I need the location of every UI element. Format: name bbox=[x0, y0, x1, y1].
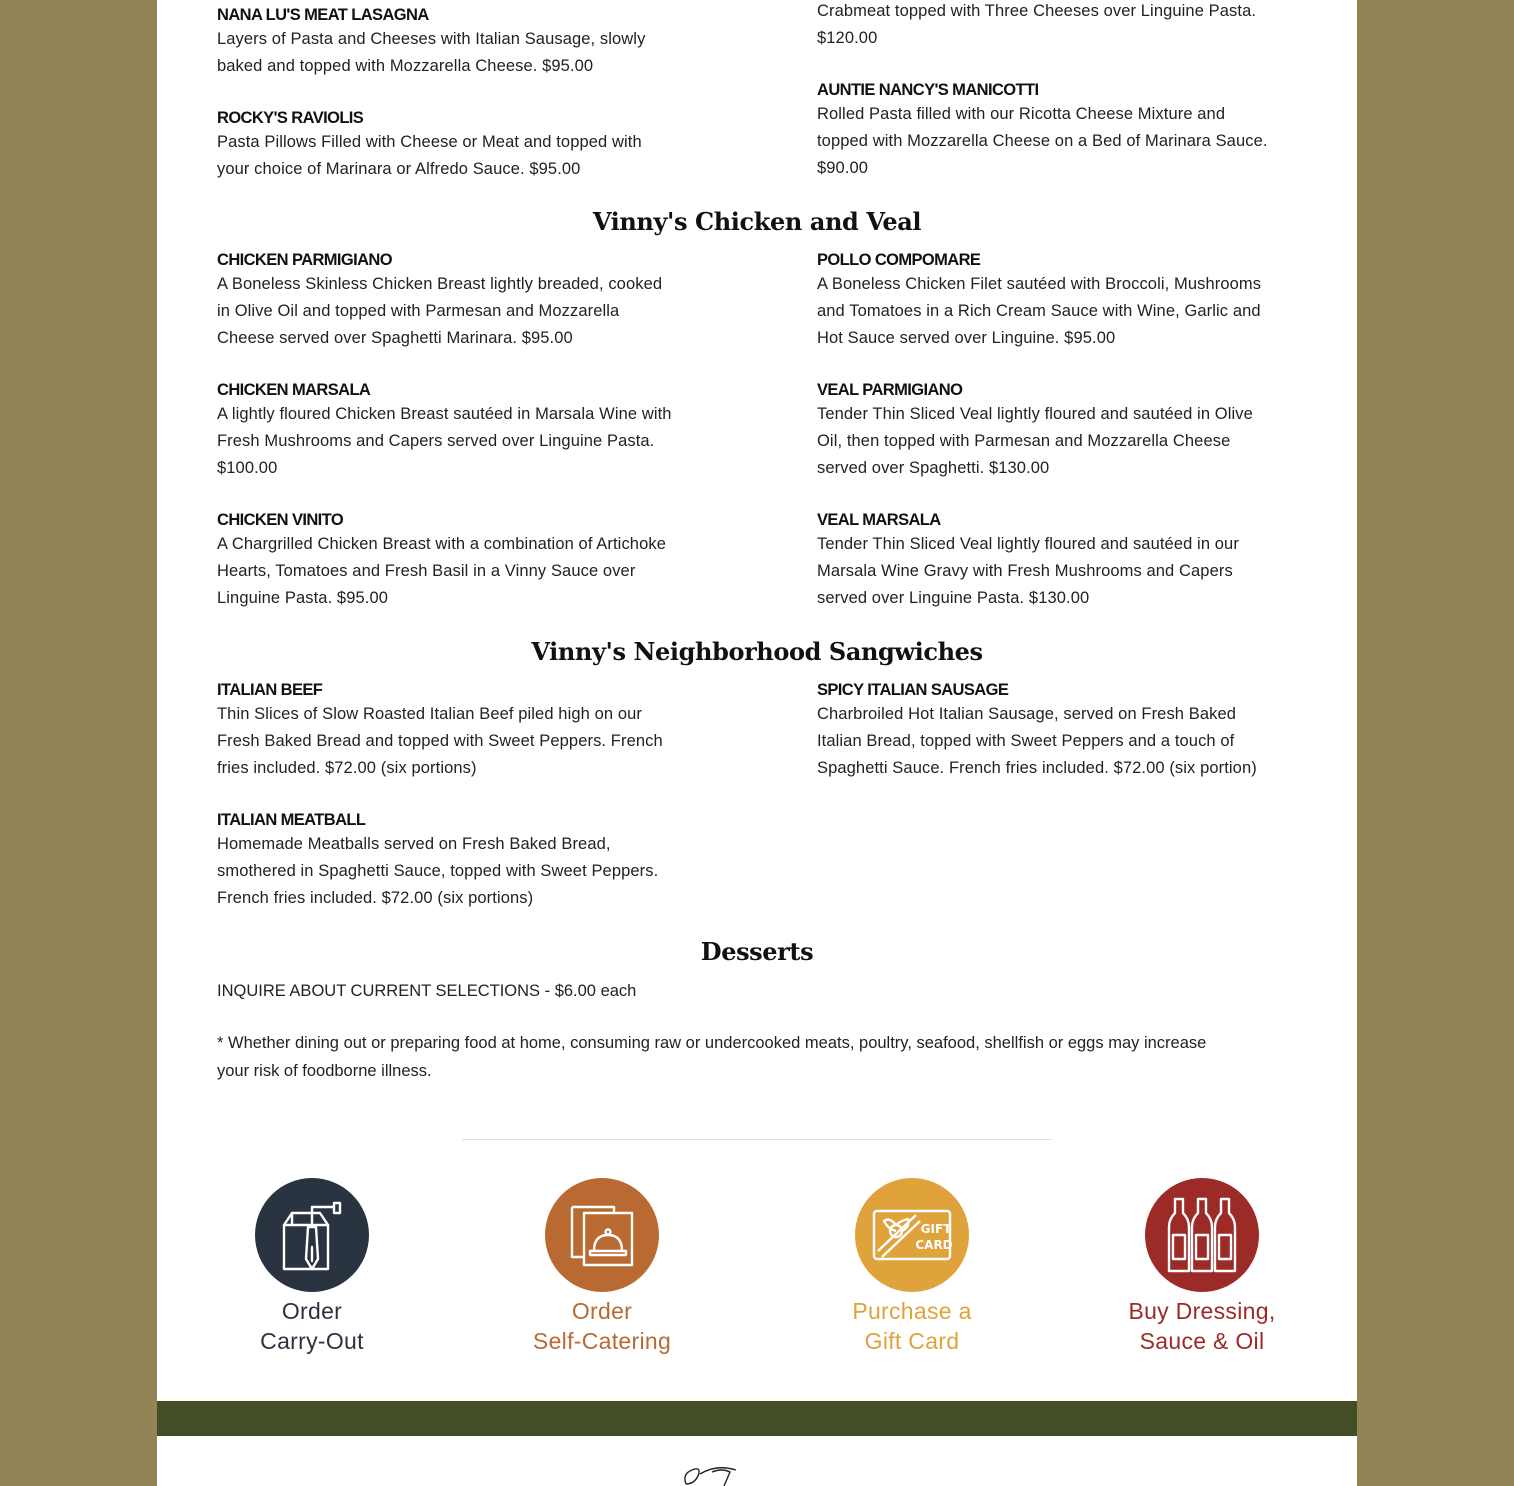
item-description: A Chargrilled Chicken Breast with a combination of Artichoke Hearts, Tomatoes and Fresh Basil in a Vinny Sauce over Linguine Pasta. $95.00 bbox=[217, 535, 666, 607]
item-name: VEAL PARMIGIANO bbox=[817, 381, 963, 399]
item-description: Thin Slices of Slow Roasted Italian Beef piled high on our Fresh Baked Bread and topped with Sweet Peppers. French fries included. $72.00 (six portions) bbox=[217, 705, 663, 777]
footer-logo bbox=[672, 1462, 762, 1486]
order-self-catering-button[interactable] bbox=[492, 1178, 712, 1356]
item-name: NANA LU'S MEAT LASAGNA bbox=[217, 6, 429, 24]
item-description: Rolled Pasta filled with our Ricotta Cheese Mixture and topped with Mozzarella Cheese on a Bed of Marinara Sauce. $90.00 bbox=[817, 105, 1268, 177]
section-title-chicken-veal: Vinny's Chicken and Veal bbox=[592, 207, 922, 236]
menu-item bbox=[217, 4, 702, 80]
gift-card-icon bbox=[870, 1199, 954, 1271]
item-description: Crabmeat topped with Three Cheeses over Linguine Pasta. $120.00 bbox=[817, 2, 1257, 47]
item-description: A lightly floured Chicken Breast sautéed in Marsala Wine with Fresh Mushrooms and Capers served over Linguine Pasta. $100.00 bbox=[217, 405, 672, 477]
svg-text:GIFT: GIFT bbox=[920, 1222, 952, 1236]
item-description: Charbroiled Hot Italian Sausage, served on Fresh Baked Italian Bread, topped with Sweet Peppers and a touch of Spaghetti Sauce. French fries included. $72.00 (six portion) bbox=[817, 705, 1257, 777]
action-label[interactable]: Buy Dressing, Sauce & Oil bbox=[1128, 1298, 1276, 1354]
carry-out-bag-icon bbox=[276, 1199, 348, 1271]
section-title-sangwiches: Vinny's Neighborhood Sangwiches bbox=[531, 637, 983, 666]
action-label[interactable]: Purchase a Gift Card bbox=[852, 1298, 972, 1354]
self-catering-circle bbox=[545, 1178, 659, 1292]
item-description: A Boneless Chicken Filet sautéed with Broccoli, Mushrooms and Tomatoes in a Rich Cream Sauce with Wine, Garlic and Hot Sauce served over Linguine. $95.00 bbox=[817, 275, 1262, 347]
section-divider bbox=[462, 1139, 1052, 1140]
menu-item bbox=[217, 249, 702, 352]
dressing-circle bbox=[1145, 1178, 1259, 1292]
buy-dressing-sauce-oil-button[interactable] bbox=[1092, 1178, 1312, 1356]
menu-item bbox=[217, 379, 702, 482]
order-carry-out-button[interactable] bbox=[202, 1178, 422, 1356]
item-name: ROCKY'S RAVIOLIS bbox=[217, 109, 364, 127]
item-name: AUNTIE NANCY'S MANICOTTI bbox=[817, 81, 1039, 99]
item-description: Homemade Meatballs served on Fresh Baked Bread, smothered in Spaghetti Sauce, topped with Sweet Peppers. French fries included. $72.00 (six portions) bbox=[217, 835, 659, 907]
page-container bbox=[157, 0, 1357, 1486]
food-safety-disclaimer: * Whether dining out or preparing food at home, consuming raw or undercooked meats, poultry, seafood, shellfish or eggs may increase your risk of foodborne illness. bbox=[217, 1034, 1207, 1080]
item-name: VEAL MARSALA bbox=[817, 511, 941, 529]
footer-band bbox=[157, 1401, 1357, 1436]
action-label[interactable]: Order Self-Catering bbox=[532, 1298, 672, 1354]
item-description: Pasta Pillows Filled with Cheese or Meat and topped with your choice of Marinara or Alfredo Sauce. $95.00 bbox=[217, 133, 642, 178]
menu-item bbox=[217, 809, 702, 912]
catering-cloche-icon bbox=[566, 1199, 638, 1271]
action-label[interactable]: Order Carry-Out bbox=[260, 1298, 364, 1354]
bottles-icon bbox=[1163, 1195, 1241, 1275]
item-name: ITALIAN BEEF bbox=[217, 681, 323, 699]
menu-item bbox=[817, 509, 1297, 612]
menu-item bbox=[817, 679, 1297, 782]
item-description: A Boneless Skinless Chicken Breast lightly breaded, cooked in Olive Oil and topped with Parmesan and Mozzarella Cheese served over Spaghetti Marinara. $95.00 bbox=[217, 275, 663, 347]
svg-text:CARD: CARD bbox=[915, 1238, 953, 1252]
item-name: CHICKEN MARSALA bbox=[217, 381, 371, 399]
item-name: SPICY ITALIAN SAUSAGE bbox=[817, 681, 1009, 699]
item-name: CHICKEN VINITO bbox=[217, 511, 344, 529]
menu-item bbox=[217, 679, 702, 782]
menu-item bbox=[817, 79, 1297, 182]
desserts-note: INQUIRE ABOUT CURRENT SELECTIONS - $6.00 each bbox=[217, 982, 637, 1000]
purchase-gift-card-button[interactable] bbox=[802, 1178, 1022, 1356]
item-description: Layers of Pasta and Cheeses with Italian Sausage, slowly baked and topped with Mozzarella Cheese. $95.00 bbox=[217, 30, 646, 75]
item-name: POLLO COMPOMARE bbox=[817, 251, 981, 269]
menu-item bbox=[817, 249, 1297, 352]
item-name: CHICKEN PARMIGIANO bbox=[217, 251, 392, 269]
item-description: Tender Thin Sliced Veal lightly floured and sautéed in our Marsala Wine Gravy with Fresh Mushrooms and Capers served over Linguine Pasta. $130.00 bbox=[817, 535, 1239, 607]
item-description: Tender Thin Sliced Veal lightly floured and sautéed in Olive Oil, then topped with Parmesan and Mozzarella Cheese served over Spaghetti. $130.00 bbox=[817, 405, 1253, 477]
section-title-desserts: Desserts bbox=[700, 937, 814, 966]
menu-item bbox=[817, 379, 1297, 482]
carry-out-circle bbox=[255, 1178, 369, 1292]
item-name: ITALIAN MEATBALL bbox=[217, 811, 366, 829]
menu-item bbox=[217, 107, 702, 183]
gift-card-circle bbox=[855, 1178, 969, 1292]
menu-item bbox=[817, 0, 1297, 52]
menu-item bbox=[217, 509, 702, 612]
